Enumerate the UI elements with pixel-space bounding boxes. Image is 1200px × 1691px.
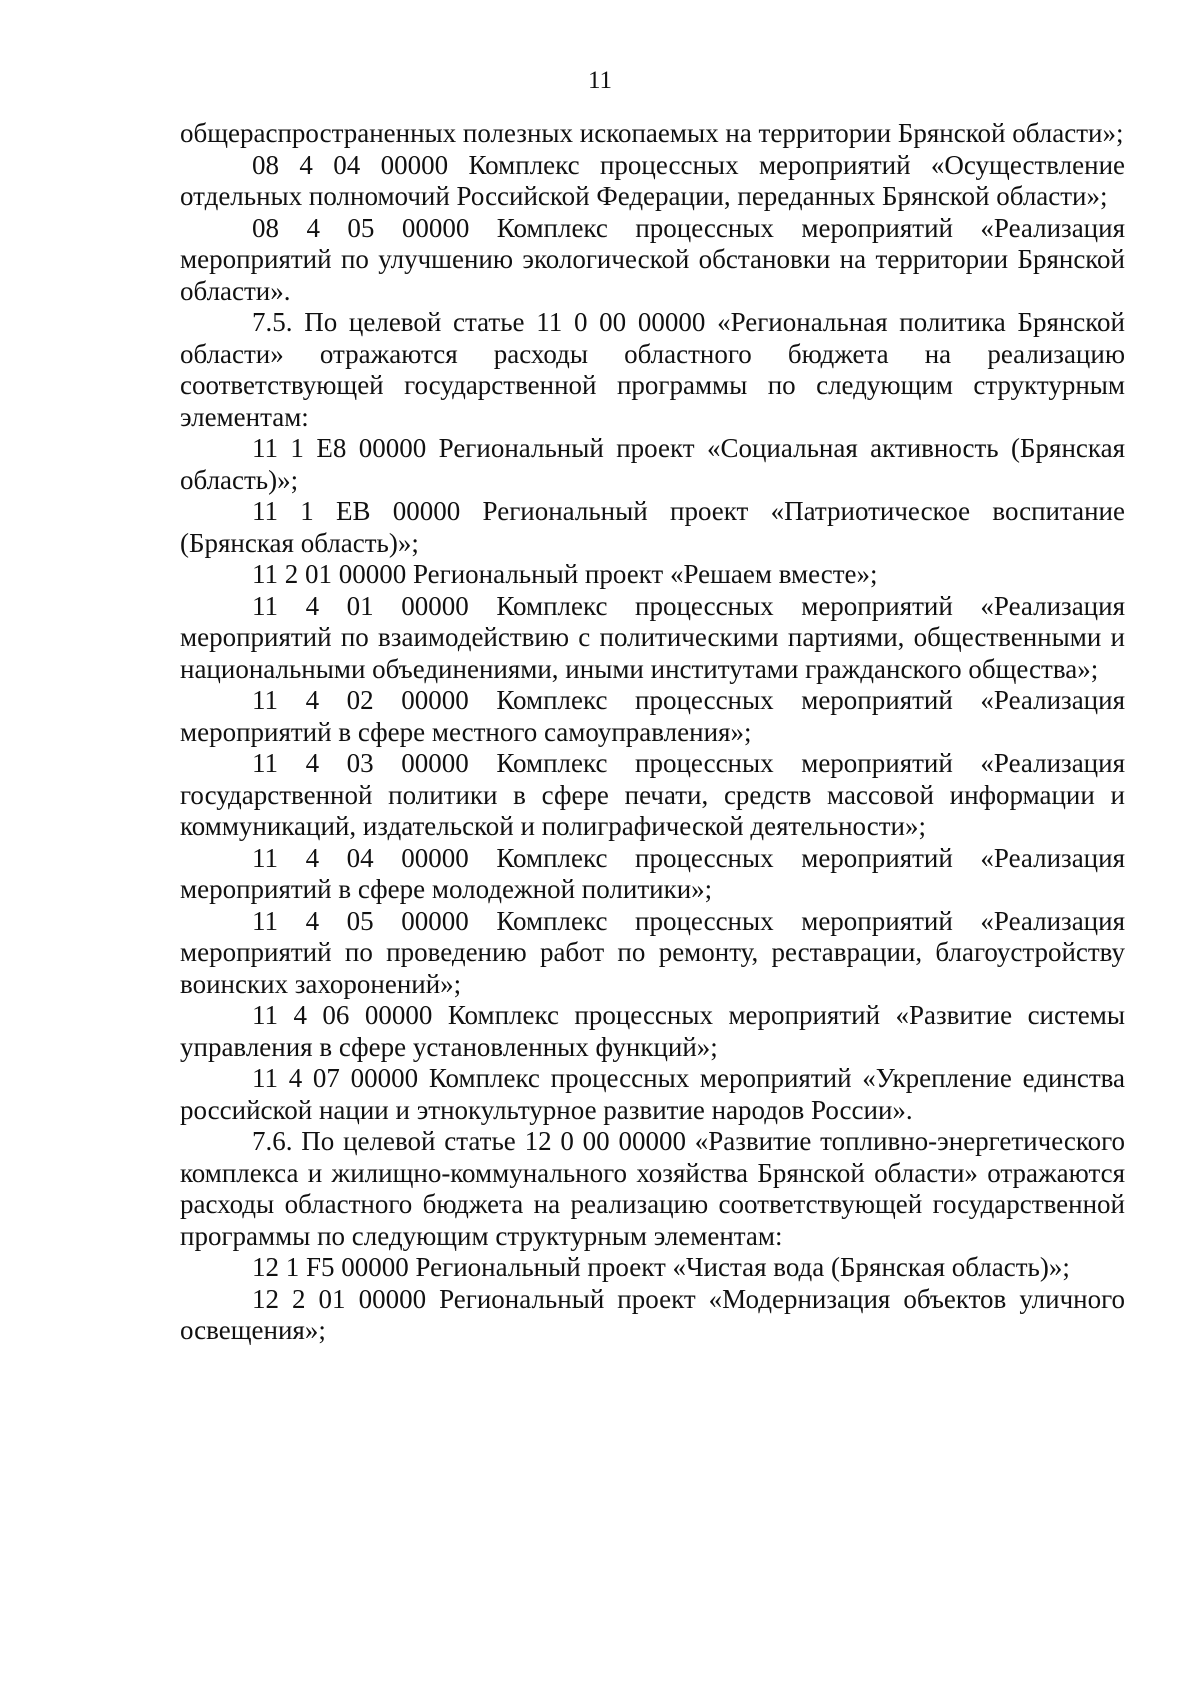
document-body — [180, 118, 1125, 1347]
paragraph: 12 2 01 00000 Региональный проект «Модернизация объектов уличного освещения»; — [180, 1283, 1125, 1345]
paragraph: 11 4 07 00000 Комплекс процессных мероприятий «Укрепление единства российской нации и этнокультурное развитие народов России». — [180, 1063, 1125, 1125]
paragraph: 12 1 F5 00000 Региональный проект «Чистая вода (Брянская область)»; — [252, 1252, 1070, 1282]
paragraph: 11 4 05 00000 Комплекс процессных мероприятий «Реализация мероприятий по проведению работ по ремонту, реставрации, благоустройству воинских захоронений»; — [180, 905, 1125, 999]
paragraph: 11 4 06 00000 Комплекс процессных мероприятий «Развитие системы управления в сфере установленных функций»; — [180, 1000, 1125, 1062]
paragraph: 11 4 04 00000 Комплекс процессных мероприятий «Реализация мероприятий в сфере молодежной политики»; — [180, 842, 1125, 904]
paragraph: 11 4 03 00000 Комплекс процессных мероприятий «Реализация государственной политики в сфере печати, средств массовой информации и коммуникаций, издательской и полиграфической деятельности»; — [180, 748, 1125, 841]
paragraph-section-7-6: 7.6. По целевой статье 12 0 00 00000 «Развитие топливно-энергетического комплекса и жилищно-коммунального хозяйства Брянской области» отражаются расходы областного бюджета на реализацию соответствующей государственной программы по следующим структурным элементам: — [180, 1126, 1125, 1251]
paragraph: 11 1 ЕВ 00000 Региональный проект «Патриотическое воспитание (Брянская область)»; — [180, 496, 1125, 558]
paragraph: 08 4 05 00000 Комплекс процессных мероприятий «Реализация мероприятий по улучшению экологической обстановки на территории Брянской области». — [180, 212, 1125, 306]
page-number: 11 — [587, 67, 613, 94]
paragraph: 11 2 01 00000 Региональный проект «Решаем вместе»; — [252, 559, 878, 589]
paragraph-continuation: общераспространенных полезных ископаемых на территории Брянской области»; — [180, 118, 1124, 148]
paragraph: 11 1 Е8 00000 Региональный проект «Социальная активность (Брянская область)»; — [180, 433, 1125, 495]
paragraph: 08 4 04 00000 Комплекс процессных мероприятий «Осуществление отдельных полномочий Российской Федерации, переданных Брянской области»; — [180, 149, 1125, 211]
paragraph: 11 4 01 00000 Комплекс процессных мероприятий «Реализация мероприятий по взаимодействию с политическими партиями, общественными и национальными объединениями, иными институтами гражданского общества»; — [180, 590, 1125, 684]
paragraph: 11 4 02 00000 Комплекс процессных мероприятий «Реализация мероприятий в сфере местного самоуправления»; — [180, 685, 1125, 747]
paragraph-section-7-5: 7.5. По целевой статье 11 0 00 00000 «Региональная политика Брянской области» отражаются расходы областного бюджета на реализацию соответствующей государственной программы по следующим структурным элементам: — [180, 307, 1125, 432]
